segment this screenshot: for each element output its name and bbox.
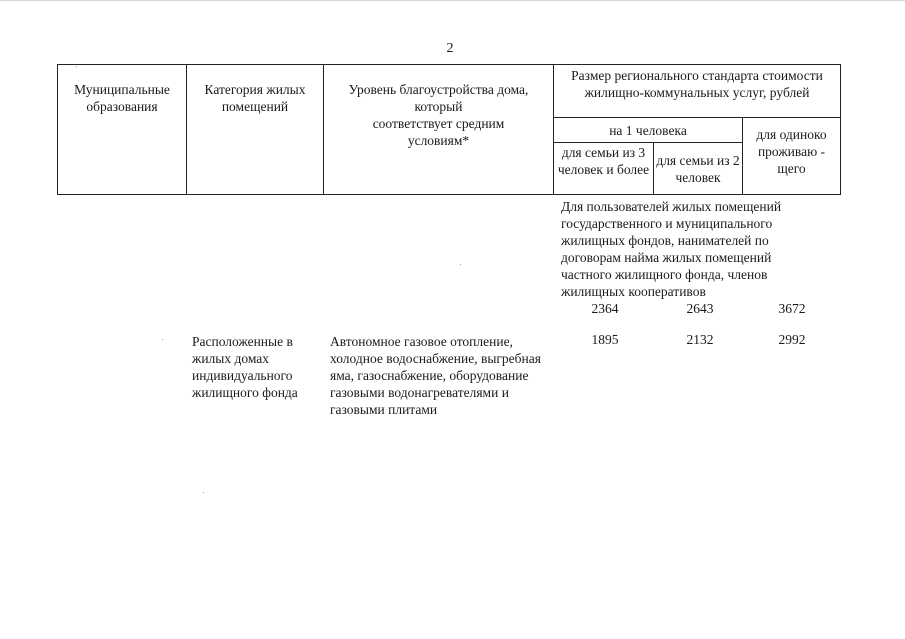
row-level: Автономное газовое отопление, холодное водоснабжение, выгребная яма, газоснабжение, оборудование газовыми водонагревателями и газовыми плитами xyxy=(330,334,541,417)
scan-speck xyxy=(162,339,163,340)
table-header xyxy=(57,64,841,195)
header-family2: для семьи из 2 человек xyxy=(654,143,743,195)
top-edge-line xyxy=(0,0,905,1)
header-category: Категория жилых помещений xyxy=(187,65,324,195)
header-level xyxy=(324,65,554,195)
section-value-family2: 2643 xyxy=(686,301,714,316)
header-level-line2: соответствует средним условиям* xyxy=(372,116,505,148)
section-value-family3: 2364 xyxy=(591,301,619,316)
header-municipal: Муниципальные образования xyxy=(58,65,187,195)
section-title: Для пользователей жилых помещений государственного и муниципального жилищных фондов, нанимателей по договорам найма жилых помещений частного жилищного фонда, членов жилищных кооперативов xyxy=(561,199,782,299)
scan-speck xyxy=(76,66,77,67)
header-level-line1: Уровень благоустройства дома, который xyxy=(348,82,529,114)
header-family3: для семьи из 3 человек и более xyxy=(554,143,654,195)
scan-speck xyxy=(460,264,461,265)
header-single: для одиноко проживаю - щего xyxy=(743,118,841,195)
row-value-family2: 2132 xyxy=(686,332,714,347)
header-per-person: на 1 человека xyxy=(554,118,743,143)
page-number: 2 xyxy=(446,41,454,56)
section-value-single: 3672 xyxy=(778,301,806,316)
row-value-family3: 1895 xyxy=(591,332,619,347)
row-category: Расположенные в жилых домах индивидуального жилищного фонда xyxy=(192,334,298,400)
header-size: Размер регионального стандарта стоимости жилищно-коммунальных услуг, рублей xyxy=(554,65,841,118)
scan-speck xyxy=(203,492,204,493)
row-value-single: 2992 xyxy=(778,332,806,347)
